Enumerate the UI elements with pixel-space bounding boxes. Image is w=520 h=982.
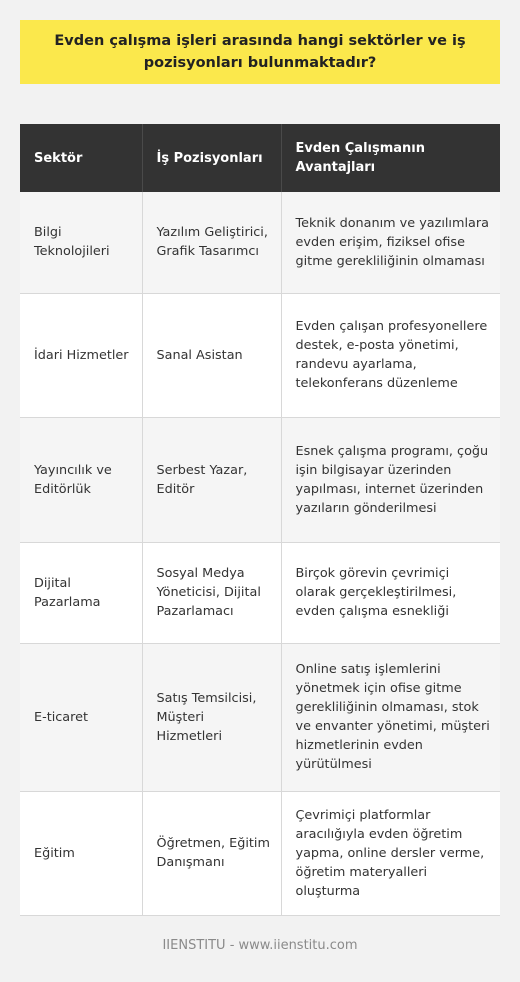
cell-positions: Serbest Yazar, Editör bbox=[142, 417, 281, 542]
cell-advantages: Esnek çalışma programı, çoğu işin bilgisayar üzerinden yapılması, internet üzerinden yazıların gönderilmesi bbox=[281, 417, 500, 542]
page-title: Evden çalışma işleri arasında hangi sektörler ve iş pozisyonları bulunmaktadır? bbox=[54, 33, 466, 71]
cell-advantages: Birçok görevin çevrimiçi olarak gerçekleştirilmesi, evden çalışma esnekliği bbox=[281, 542, 500, 643]
table-row bbox=[20, 542, 500, 643]
cell-sector: İdari Hizmetler bbox=[20, 293, 142, 417]
table-row bbox=[20, 791, 500, 915]
footer-credit: IIENSTITU - www.iienstitu.com bbox=[162, 938, 358, 953]
cell-sector: Yayıncılık ve Editörlük bbox=[20, 417, 142, 542]
cell-positions: Yazılım Geliştirici, Grafik Tasarımcı bbox=[142, 192, 281, 293]
table-header bbox=[20, 124, 500, 192]
cell-advantages: Çevrimiçi platformlar aracılığıyla evden öğretim yapma, online dersler verme, öğretim materyalleri oluşturma bbox=[281, 791, 500, 915]
cell-advantages: Evden çalışan profesyonellere destek, e-posta yönetimi, randevu ayarlama, telekonferans düzenleme bbox=[281, 293, 500, 417]
cell-advantages: Teknik donanım ve yazılımlara evden erişim, fiziksel ofise gitme gerekliliğinin olmaması bbox=[281, 192, 500, 293]
cell-positions: Sanal Asistan bbox=[142, 293, 281, 417]
cell-sector: Eğitim bbox=[20, 791, 142, 915]
cell-positions: Sosyal Medya Yöneticisi, Dijital Pazarlamacı bbox=[142, 542, 281, 643]
header-positions: İş Pozisyonları bbox=[142, 124, 281, 192]
cell-sector: E-ticaret bbox=[20, 643, 142, 791]
header-sector: Sektör bbox=[20, 124, 142, 192]
table-header-row bbox=[20, 124, 500, 192]
table-row bbox=[20, 192, 500, 293]
header-advantages: Evden Çalışmanın Avantajları bbox=[295, 141, 426, 175]
sectors-table bbox=[20, 124, 500, 916]
cell-sector: Bilgi Teknolojileri bbox=[20, 192, 142, 293]
table-row bbox=[20, 293, 500, 417]
sectors-table-container bbox=[20, 124, 500, 916]
cell-advantages: Online satış işlemlerini yönetmek için ofise gitme gerekliliğinin olmaması, stok ve envanter yönetimi, müşteri hizmetlerinin evden yürütülmesi bbox=[281, 643, 500, 791]
cell-sector: Dijital Pazarlama bbox=[20, 542, 142, 643]
cell-positions: Satış Temsilcisi, Müşteri Hizmetleri bbox=[142, 643, 281, 791]
title-banner bbox=[20, 20, 500, 84]
table-body bbox=[20, 192, 500, 915]
table-row bbox=[20, 417, 500, 542]
table-row bbox=[20, 643, 500, 791]
cell-positions: Öğretmen, Eğitim Danışmanı bbox=[142, 791, 281, 915]
